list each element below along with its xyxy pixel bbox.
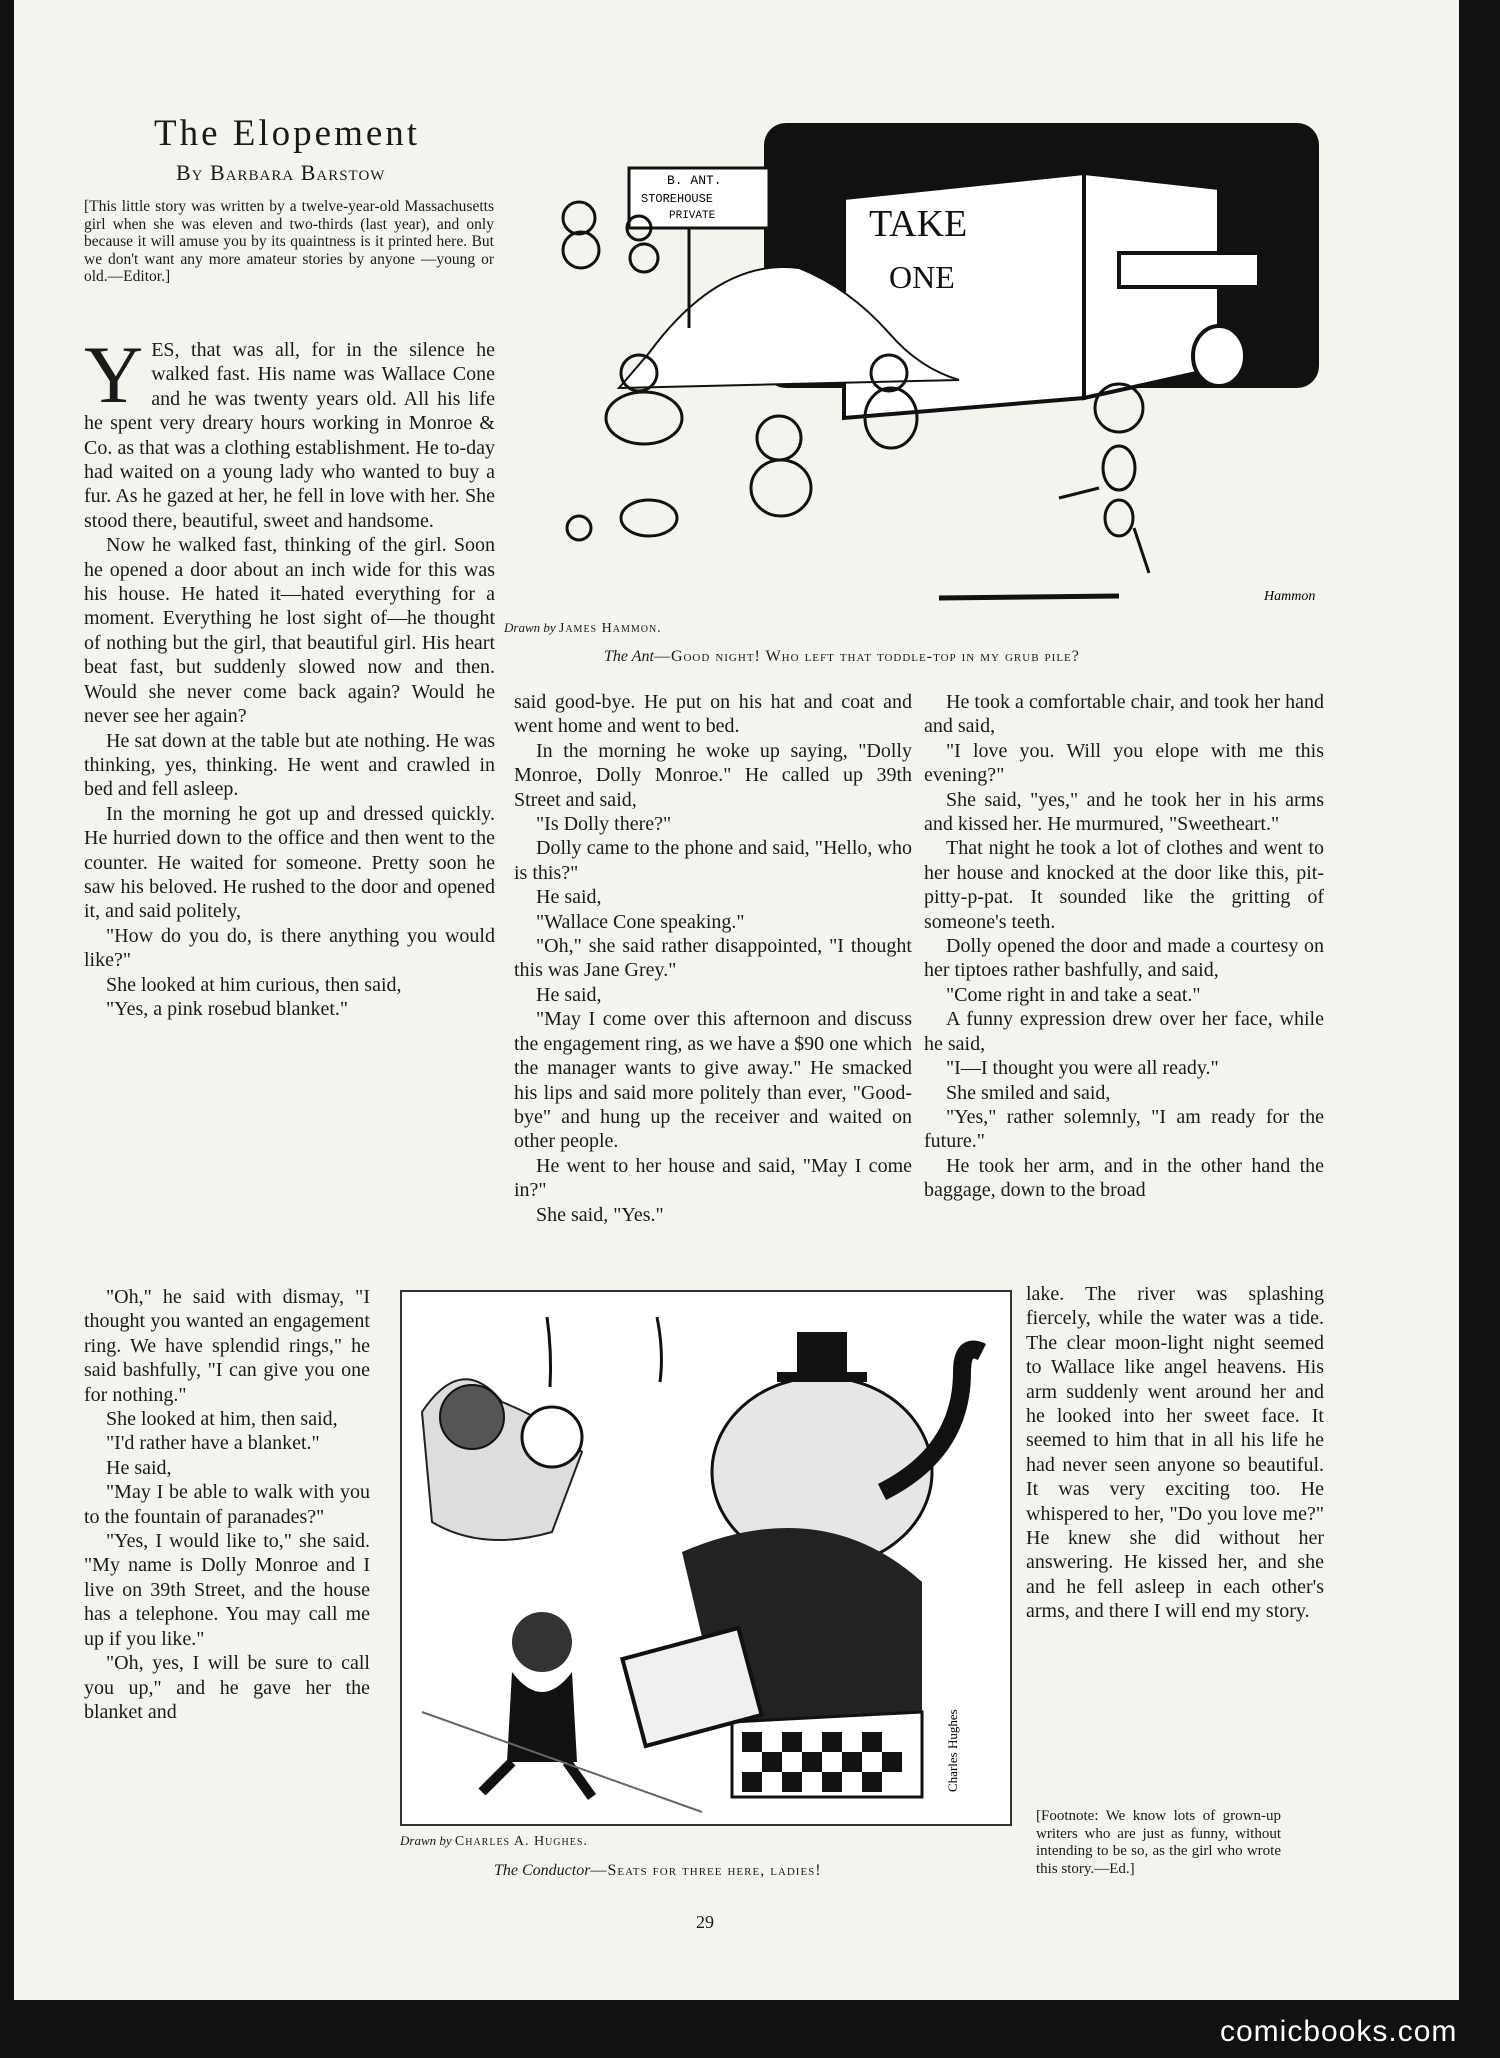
- footnote: [Footnote: We know lots of grown-up writers who are just as funny, without intending to be so, as the girl who wrote this story.—Ed.]: [1036, 1808, 1281, 1877]
- paragraph: She said, "Yes.": [536, 1203, 664, 1226]
- watermark: comicbooks.com: [1220, 2015, 1458, 2048]
- box-label-take: TAKE: [869, 203, 968, 245]
- paragraph: In the morning he got up and dressed quickly. He hurried down to the office and then went to the counter. He waited for someone. Pretty soon he saw his beloved. He rushed to the door and opened it, and said politely,: [84, 802, 495, 923]
- paragraph: "Is Dolly there?": [536, 813, 672, 836]
- artist-signature: Hammon: [1264, 589, 1316, 604]
- ant-credit: Drawn by James Hammon.: [504, 620, 662, 636]
- paragraph: He said,: [106, 1456, 172, 1479]
- paragraph: "Wallace Cone speaking.": [536, 910, 745, 933]
- ant-illustration: [519, 118, 1324, 623]
- paragraph: "I love you. Will you elope with me this evening?": [924, 739, 1324, 787]
- paragraph: "May I come over this afternoon and discuss the engagement ring, as we have a $90 one which the manager wants to give away." He smacked his lips and said more politely than ever, "Good-bye" and hung up the receiver and waited on other people.: [514, 1008, 912, 1153]
- byline: By Barbara Barstow: [176, 160, 386, 185]
- paragraph: Now he walked fast, thinking of the girl. Soon he opened a door about an inch wide for this was his house. He hated it—hated everything for a moment. Everything he lost sight of—he thought of nothing but the girl, that beautiful girl. His heart beat fast, but suddenly slowed now and then. Would she never come back again? Would he never see her again?: [84, 534, 495, 728]
- conductor-caption: The Conductor—Seats for three here, ladies!: [494, 1862, 822, 1879]
- paragraph: She said, "yes," and he took her in his arms and kissed her. He murmured, "Sweetheart.": [924, 788, 1324, 836]
- paragraph: He sat down at the table but ate nothing. He was thinking, yes, thinking. He went and crawled in bed and fell asleep.: [84, 729, 495, 801]
- paragraph: "Yes, I would like to," she said. "My name is Dolly Monroe and I live on 39th Street, and the house has a telephone. You may call me up if you like.": [84, 1530, 370, 1650]
- column-3-lower: [1026, 1282, 1324, 1624]
- paragraph: He went to her house and said, "May I come in?": [514, 1154, 912, 1202]
- paragraph: Dolly came to the phone and said, "Hello, who is this?": [514, 837, 912, 884]
- paragraph: She looked at him curious, then said,: [106, 973, 402, 996]
- paragraph: "Oh, yes, I will be sure to call you up," and he gave her the blanket and: [84, 1652, 370, 1723]
- paragraph: He took her arm, and in the other hand the baggage, down to the broad: [924, 1154, 1324, 1202]
- artist-signature: Charles Hughes: [945, 1709, 960, 1792]
- column-1-lower: [84, 1285, 370, 1724]
- paragraph: "I'd rather have a blanket.": [106, 1432, 320, 1455]
- conductor-cartoon-drawing: [402, 1292, 1010, 1824]
- paragraph: He said,: [536, 886, 602, 909]
- ant-caption: The Ant—Good night! Who left that toddle-top in my grub pile?: [604, 648, 1080, 665]
- paragraph: A funny expression drew over her face, while he said,: [924, 1008, 1324, 1055]
- editor-note: [This little story was written by a twelve-year-old Massachusetts girl when she was eleven and two-thirds (last year), and only because it will amuse you by its quaintness is it printed here. But we don't want any more amateur stories by anyone —young or old.—Editor.]: [84, 198, 494, 285]
- paragraph: "Oh," she said rather disappointed, "I thought this was Jane Grey.": [514, 935, 912, 982]
- sign-line-2: STOREHOUSE: [641, 192, 714, 206]
- paragraph: She smiled and said,: [946, 1081, 1111, 1104]
- column-1-upper: [84, 329, 495, 1021]
- magazine-page: [14, 0, 1459, 2000]
- paragraph: "I—I thought you were all ready.": [946, 1057, 1219, 1080]
- box-label-one: ONE: [889, 259, 955, 295]
- paragraph: said good-bye. He put on his hat and coat and went home and went to bed.: [514, 691, 912, 738]
- paragraph: YES, that was all, for in the silence he walked fast. His name was Wallace Cone and he was twenty years old. All his life he spent very dreary hours working in Monroe & Co. as that was a clothing establishment. He to-day had waited on a young lady who wanted to buy a fur. As he gazed at her, he fell in love with her. She stood there, beautiful, sweet and handsome.: [84, 329, 495, 532]
- column-2: [514, 690, 912, 1227]
- paragraph: He took a comfortable chair, and took her hand and said,: [924, 691, 1324, 738]
- paragraph: "Oh," he said with dismay, "I thought you wanted an engagement ring. We have splendid rings," he said bashfully, "I can give you one for nothing.": [84, 1286, 370, 1406]
- sign-line-3: PRIVATE: [669, 210, 716, 222]
- conductor-credit: Drawn by Charles A. Hughes.: [400, 1833, 588, 1849]
- paragraph: "How do you do, is there anything you would like?": [84, 924, 495, 972]
- paragraph: That night he took a lot of clothes and went to her house and knocked at the door like this, pit-pitty-p-pat. It sounded like the gritting of someone's teeth.: [924, 837, 1324, 933]
- paragraph: In the morning he woke up saying, "Dolly Monroe, Dolly Monroe." He called up 39th Street and said,: [514, 739, 912, 811]
- paragraph: "May I be able to walk with you to the fountain of paranades?": [84, 1481, 370, 1528]
- paragraph: lake. The river was splashing fiercely, while the water was a tide. The clear moon-light night seemed to Wallace like angel heavens. His arm suddenly went around her and he looked into her sweet face. It seemed to him that in all his life he had never seen anyone so beautiful. It was very exciting too. He whispered to her, "Do you love me?" He knew she did without her answering. He kissed her, and she and he fell asleep in each other's arms, and there I will end my story.: [1026, 1283, 1324, 1623]
- paragraph: He said,: [536, 983, 602, 1006]
- column-3-upper: [924, 690, 1324, 1203]
- paragraph: "Yes," rather solemnly, "I am ready for the future.": [924, 1105, 1324, 1153]
- paragraph: Dolly opened the door and made a courtesy on her tiptoes rather bashfully, and said,: [924, 935, 1324, 982]
- sign-line-1: B. ANT.: [667, 173, 722, 188]
- conductor-illustration: [400, 1290, 1012, 1826]
- paragraph: She looked at him, then said,: [106, 1408, 338, 1431]
- ant-cartoon-drawing: [519, 118, 1324, 623]
- page-number: 29: [696, 1912, 714, 1932]
- paragraph: "Yes, a pink rosebud blanket.": [106, 997, 349, 1020]
- article-title: The Elopement: [154, 113, 421, 154]
- paragraph: "Come right in and take a seat.": [946, 983, 1201, 1006]
- drop-cap: Y: [84, 329, 144, 420]
